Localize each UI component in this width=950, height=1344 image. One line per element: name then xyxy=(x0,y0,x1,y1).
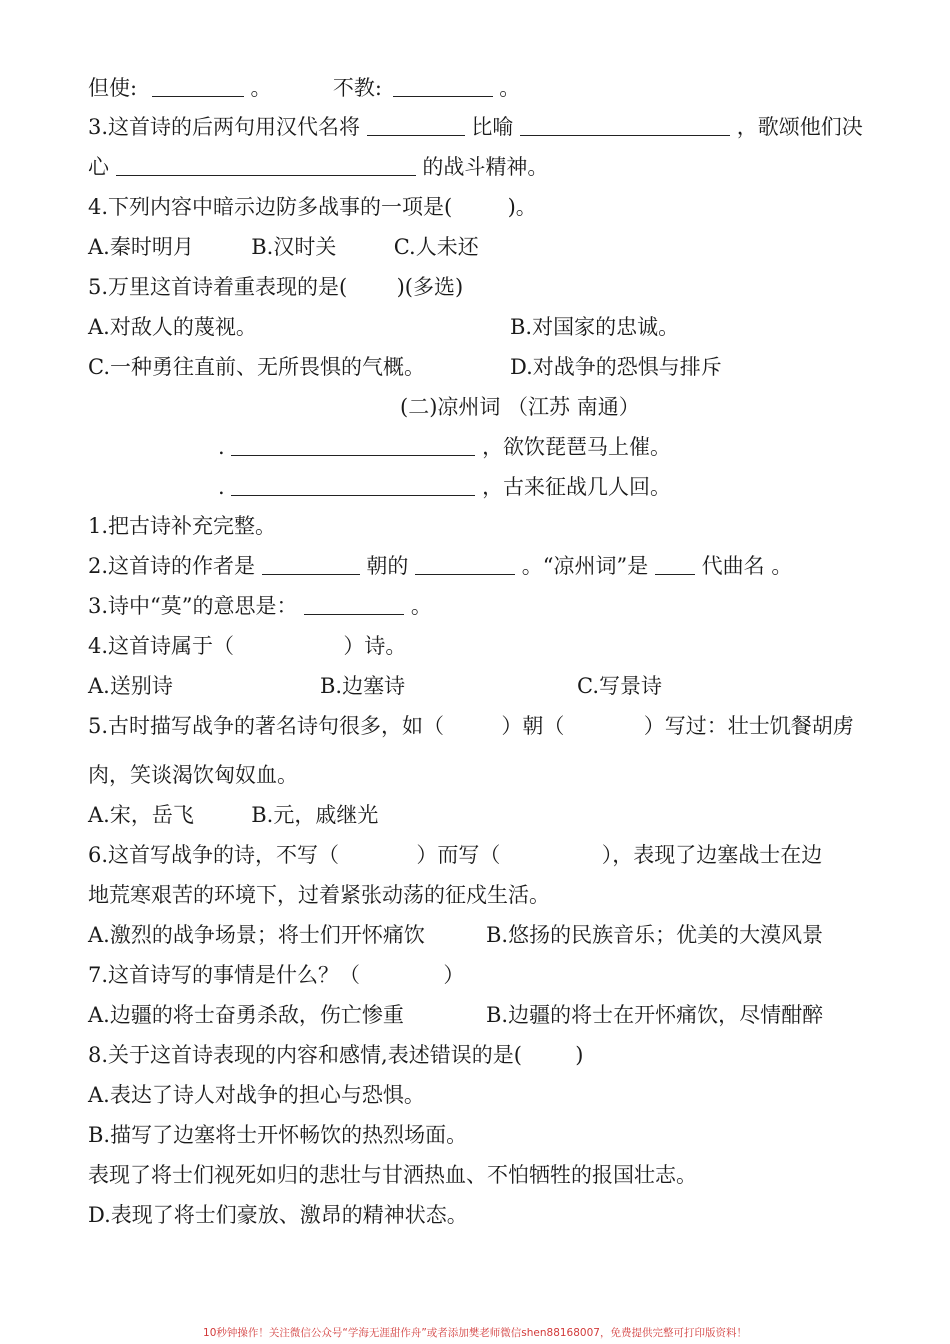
part2-question-6-cont: 地荒寒艰苦的环境下，过着紧张动荡的征戍生活。 xyxy=(88,883,550,907)
section-heading-liangzhouci: (二)凉州词 （江苏 南通） xyxy=(400,395,640,419)
question-3-cont: 心 的战斗精神。 xyxy=(88,155,549,179)
part2-question-8-option-a: A.表达了诗人对战争的担心与恐惧。 xyxy=(88,1083,425,1107)
question-4: 4.下列内容中暗示边防多战事的一项是( )。 xyxy=(88,195,537,219)
promo-footer: 10秒钟操作！关注微信公众号“学海无涯甜作舟”或者添加樊老师微信shen88168007，免费提供完整可打印版资料！ xyxy=(203,1327,747,1339)
line-dan-shi: 但使: 。 不教: 。 xyxy=(88,76,521,100)
part2-question-6-options: A.激烈的战争场景；将士们开怀痛饮 B.悠扬的民族音乐；优美的大漠风景 xyxy=(88,923,824,947)
part2-question-8-option-c: 表现了将士们视死如归的悲壮与甘洒热血、不怕牺牲的报国壮志。 xyxy=(88,1163,697,1187)
blank-q3-metaphor[interactable] xyxy=(520,113,730,136)
part2-question-3: 3.诗中“莫”的意思是： 。 xyxy=(88,594,432,618)
question-5-options-ab: A.对敌人的蔑视。 B.对国家的忠诚。 xyxy=(88,315,680,339)
poem-line-2: . ，古来征战几人回。 xyxy=(218,475,672,499)
blank-q3-resolve[interactable] xyxy=(116,153,416,176)
blank-poem-line-2[interactable] xyxy=(231,473,475,496)
poem-line-1: . ，欲饮琵琶马上催。 xyxy=(218,435,672,459)
blank-poem-line-1[interactable] xyxy=(231,433,475,456)
question-4-options: A.秦时明月 B.汉时关 C.人未还 xyxy=(88,235,479,259)
part2-question-8-option-d: D.表现了将士们豪放、激昂的精神状态。 xyxy=(88,1203,468,1227)
question-5: 5.万里这首诗着重表现的是( )(多选) xyxy=(88,275,464,299)
part2-question-7-options: A.边疆的将士奋勇杀敌，伤亡惨重 B.边疆的将士在开怀痛饮，尽情酣醉 xyxy=(88,1003,824,1027)
blank-p2-dynasty[interactable] xyxy=(262,552,360,575)
part2-question-8: 8.关于这首诗表现的内容和感情,表述错误的是( ) xyxy=(88,1043,584,1067)
part2-question-5-cont: 肉，笑谈渴饮匈奴血。 xyxy=(88,763,298,787)
blank-p2-era[interactable] xyxy=(655,552,695,575)
part2-question-2: 2.这首诗的作者是 朝的 。“凉州词”是 代曲名 。 xyxy=(88,554,793,578)
part2-question-4: 4.这首诗属于（ ）诗。 xyxy=(88,634,407,658)
blank-p2-author[interactable] xyxy=(415,552,515,575)
question-3: 3.这首诗的后两句用汉代名将 比喻 ，歌颂他们决 xyxy=(88,115,863,139)
part2-question-8-option-b: B.描写了边塞将士开怀畅饮的热烈场面。 xyxy=(88,1123,468,1147)
part2-question-4-options: A.送别诗 B.边塞诗 C.写景诗 xyxy=(88,674,662,698)
part2-question-5: 5.古时描写战争的著名诗句很多，如（ ）朝（ ）写过：壮士饥餐胡虏 xyxy=(88,714,854,738)
blank-p3-meaning[interactable] xyxy=(304,592,404,615)
part2-question-7: 7.这首诗写的事情是什么？（ ） xyxy=(88,963,465,987)
part2-question-1: 1.把古诗补充完整。 xyxy=(88,514,277,538)
part2-question-6: 6.这首写战争的诗，不写（ ）而写（ ），表现了边塞战士在边 xyxy=(88,843,823,867)
part2-question-5-options: A.宋，岳飞 B.元，戚继光 xyxy=(88,803,379,827)
blank-bu-jiao[interactable] xyxy=(393,74,493,97)
blank-q3-general[interactable] xyxy=(367,113,465,136)
question-5-options-cd: C.一种勇往直前、无所畏惧的气概。 D.对战争的恐惧与排斥 xyxy=(88,355,722,379)
blank-dan-shi[interactable] xyxy=(152,74,244,97)
